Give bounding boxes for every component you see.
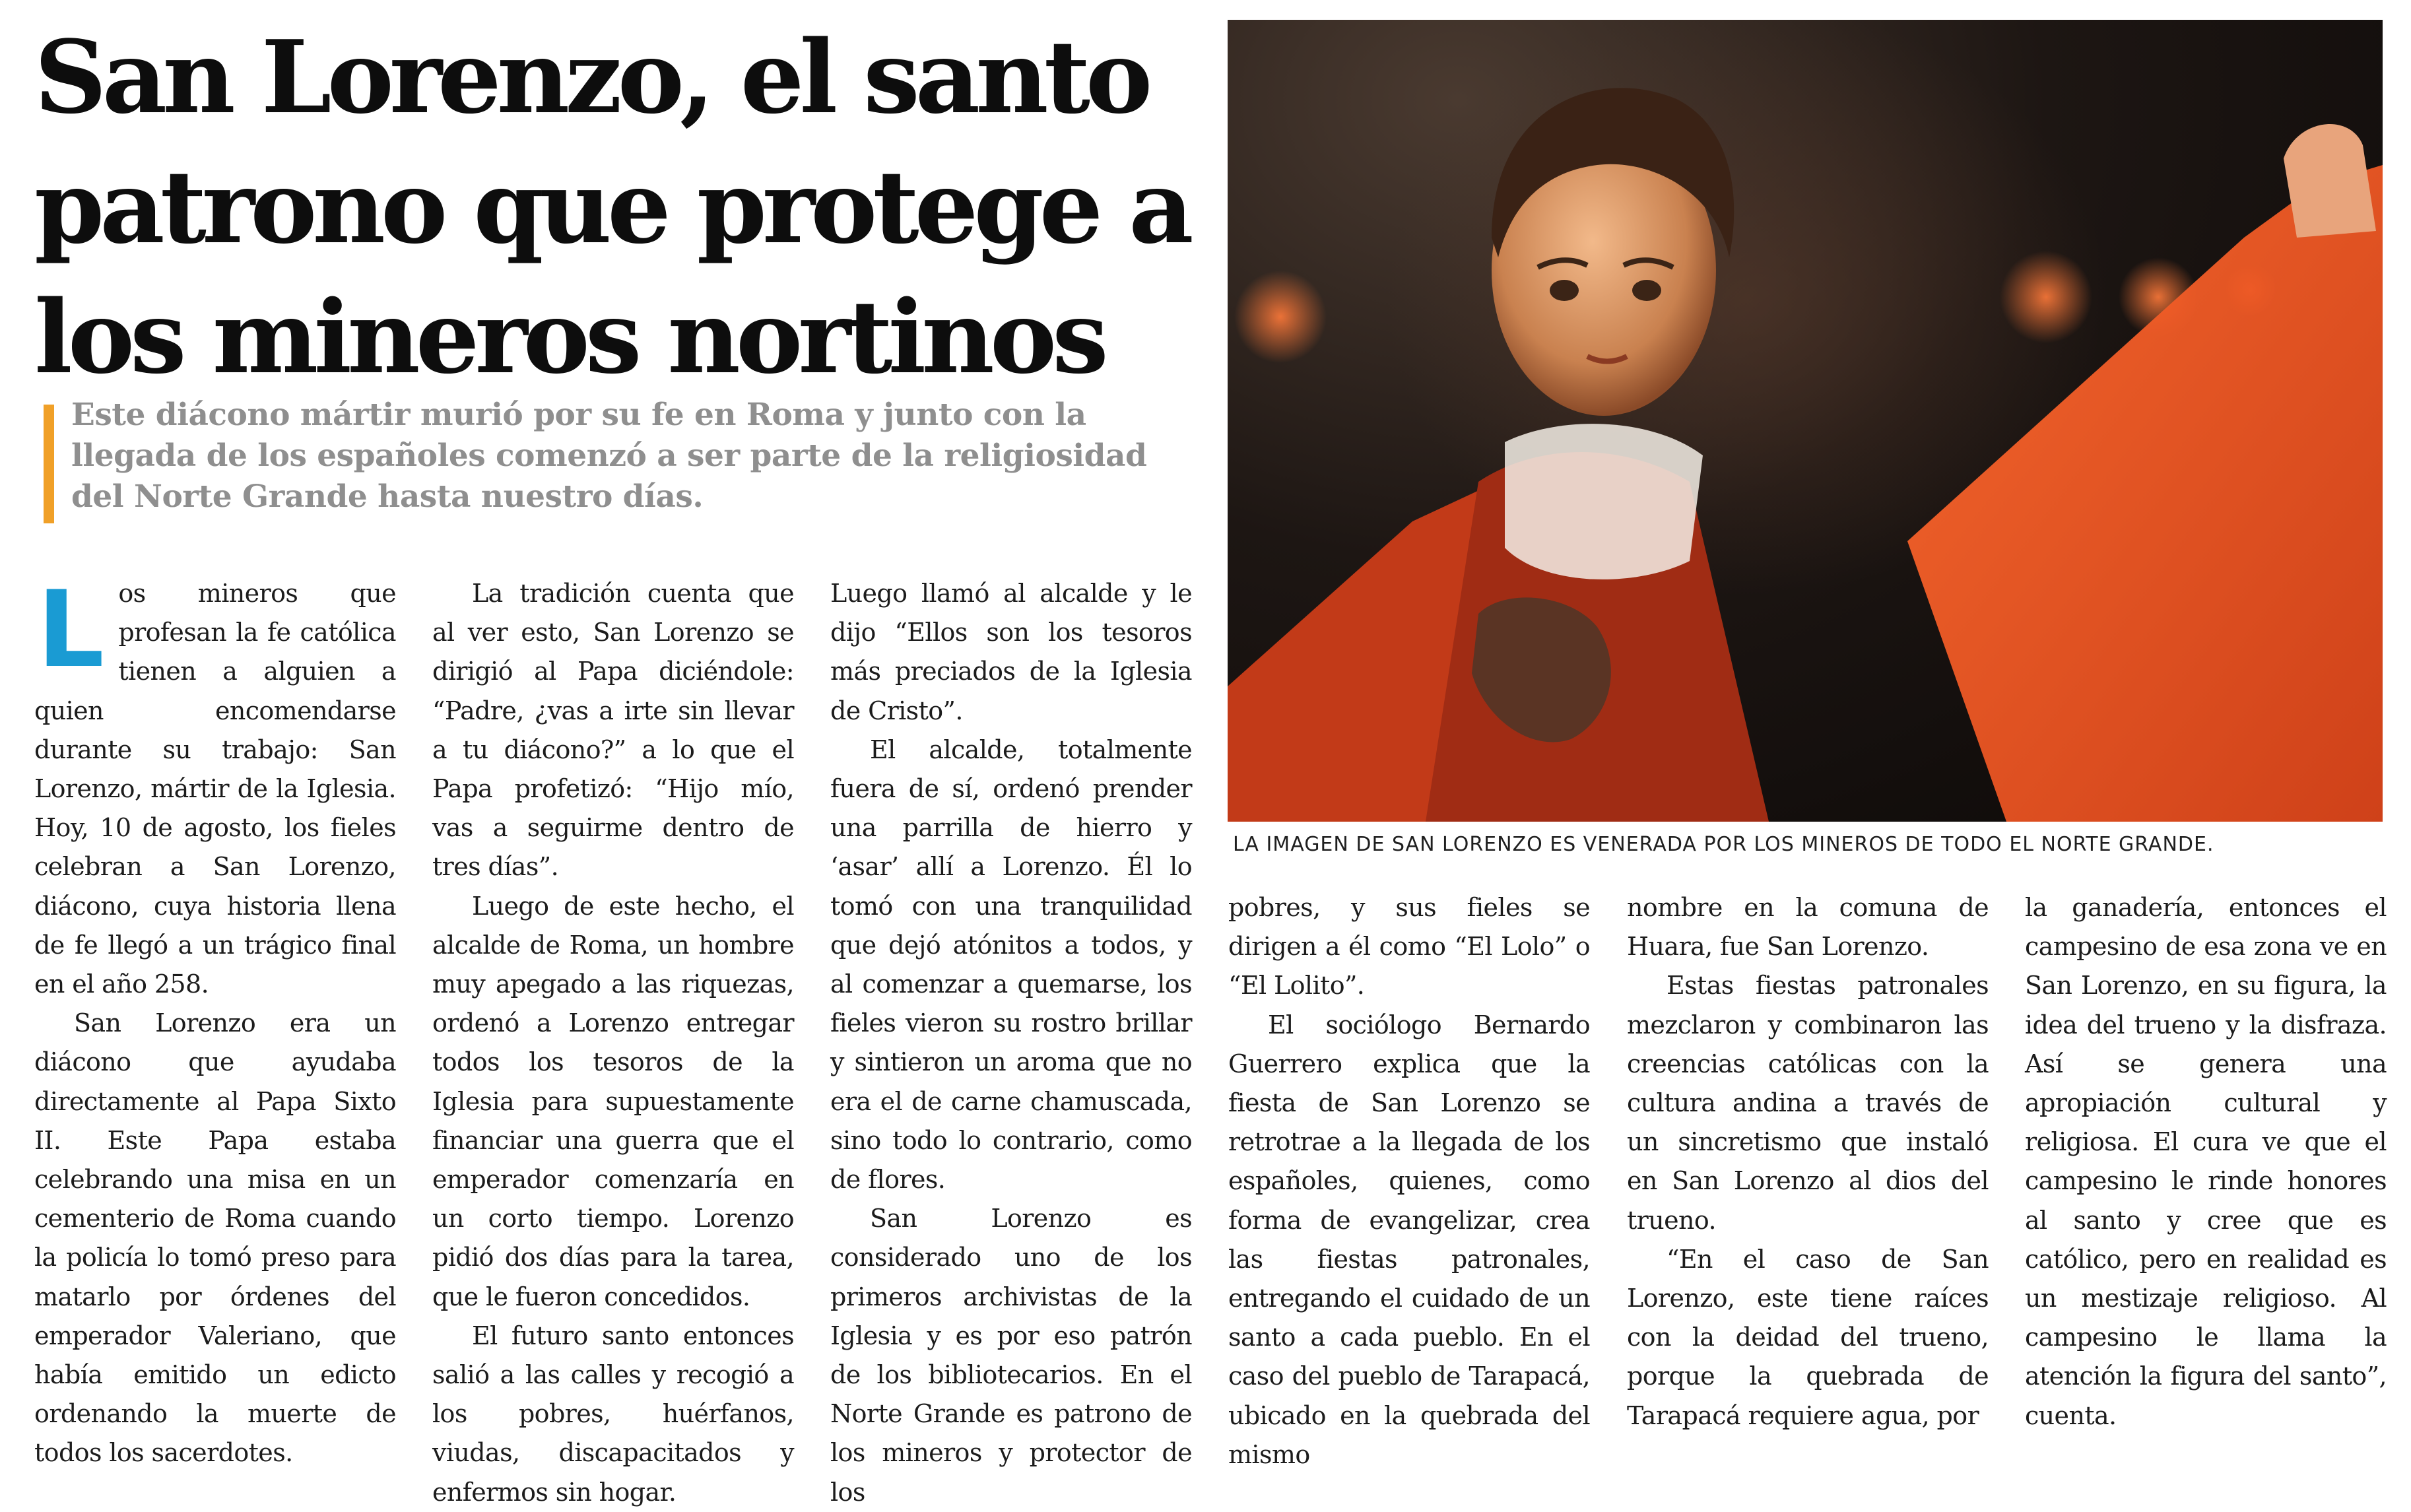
body-paragraph: Luego llamó al alcalde y le dijo “Ellos son los tesoros más preciados de la Iglesia de Cristo”. bbox=[830, 579, 1192, 725]
article-column-3 bbox=[830, 574, 1192, 1507]
body-paragraph: San Lorenzo era un diácono que ayudaba directamente al Papa Sixto II. Este Papa estaba celebrando una misa en un cementerio de Roma cuando la policía lo tomó preso para matarlo por órdenes del emperador Valeriano, que había emitido un edicto ordenando la muerte de todos los sacerdotes. bbox=[34, 1008, 396, 1468]
body-paragraph: Estas fiestas patronales mezclaron y combinaron las creencias católicas con la cultura andina a través de un sincretismo que instaló en San Lorenzo al dios del trueno. bbox=[1627, 971, 1989, 1235]
drop-cap: L bbox=[37, 568, 104, 691]
article-column-1 bbox=[34, 568, 396, 1468]
article-column-4 bbox=[1228, 888, 1590, 1469]
body-paragraph: El alcalde, totalmente fuera de sí, ordenó prender una parrilla de hierro y ‘asar’ allí a Lorenzo. Él lo tomó con una tranquilidad que dejó atónitos a todos, y al comenzar a quemarse, los fieles vieron su rostro brillar y sintieron un aroma que no era el de carne chamuscada, sino todo lo contrario, como de flores. bbox=[830, 735, 1192, 1195]
article-column-2 bbox=[432, 574, 794, 1507]
body-paragraph: San Lorenzo es considerado uno de los primeros archivistas de la Iglesia y es por eso patrón de los bibliotecarios. En el Norte Grande es patrono de los mineros y protector de los bbox=[830, 1204, 1192, 1507]
article-column-6 bbox=[2025, 888, 2387, 1430]
body-paragraph: nombre en la comuna de Huara, fue San Lorenzo. bbox=[1627, 893, 1989, 962]
saint-figure-illustration bbox=[1228, 20, 2383, 822]
body-paragraph: El futuro santo entonces salió a las calles y recogió a los pobres, huérfanos, viudas, discapacitados y enfermos sin hogar. bbox=[432, 1321, 794, 1507]
san-lorenzo-photo bbox=[1228, 20, 2383, 822]
body-paragraph: La tradición cuenta que al ver esto, San Lorenzo se dirigió al Papa diciéndole: “Padre, ¿vas a irte sin llevar a tu diácono?” a lo que el Papa profetizó: “Hijo mío, vas a seguirme dentro de tres días”. bbox=[432, 579, 794, 882]
headline: San Lorenzo, el santo patrono que protege a los mineros nortinos bbox=[34, 18, 1189, 396]
body-paragraph: Luego de este hecho, el alcalde de Roma, un hombre muy apegado a las riquezas, ordenó a Lorenzo entregar todos los tesoros de la Iglesia para supuestamente financiar una guerra que el emperador comenzaría en un corto tiempo. Lorenzo pidió dos días para la tarea, que le fueron concedidos. bbox=[432, 891, 794, 1311]
body-paragraph: la ganadería, entonces el campesino de esa zona ve en San Lorenzo, en su figura, la idea del trueno y la disfraza. Así se genera una apropiación cultural y religiosa. El cura ve que el campesino le rinde honores al santo y cree que es católico, pero en realidad es un mestizaje religioso. Al campesino le llama la atención la figura del santo”, cuenta. bbox=[2025, 893, 2387, 1430]
body-paragraph: El sociólogo Bernardo Guerrero explica que la fiesta de San Lorenzo se retrotrae a la llegada de los españoles, quienes, como forma de evangelizar, crea las fiestas patronales, entregando el cuidado de un santo a cada pueblo. En el caso del pueblo de Tarapacá, ubicado en la quebrada del mismo bbox=[1228, 1010, 1590, 1469]
photo-caption: LA IMAGEN DE SAN LORENZO ES VENERADA POR LOS MINEROS DE TODO EL NORTE GRANDE. bbox=[1233, 833, 2214, 856]
article-column-5 bbox=[1627, 888, 1989, 1430]
deck: Este diácono mártir murió por su fe en Roma y junto con la llegada de los españoles comenzó a ser parte de la religiosidad del Norte Grande hasta nuestro días. bbox=[71, 397, 1147, 515]
body-paragraph: “En el caso de San Lorenzo, este tiene raíces con la deidad del trueno, porque la quebrada de Tarapacá requiere agua, por bbox=[1627, 1244, 1989, 1430]
body-paragraph: pobres, y sus fieles se dirigen a él como “El Lolo” o “El Lolito”. bbox=[1228, 893, 1590, 1001]
deck-accent-bar bbox=[44, 405, 54, 523]
body-paragraph bbox=[34, 568, 396, 1004]
paragraph-text: os mineros que profesan la fe católica tienen a alguien a quien encomendarse durante su trabajo: San Lorenzo, mártir de la Iglesia. Hoy, 10 de agosto, los fieles celebran a San Lorenzo, diácono, cuya historia llena de fe llegó a un trágico final en el año 258. bbox=[34, 579, 396, 999]
